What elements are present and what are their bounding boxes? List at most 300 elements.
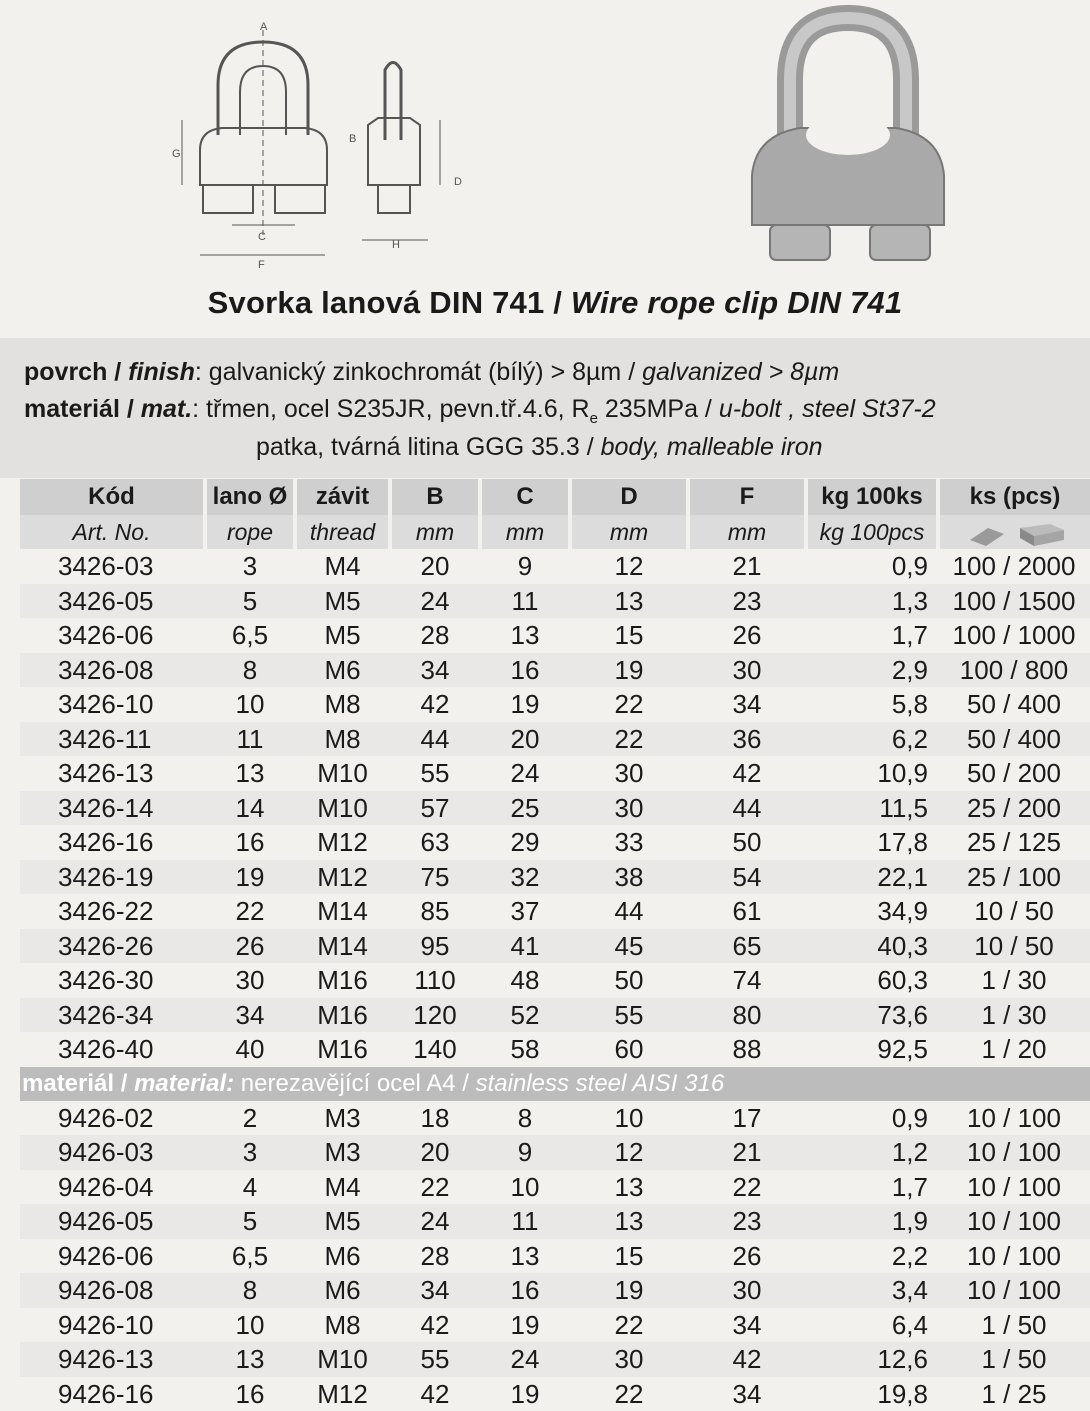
cell-b: 24 [390,1204,480,1239]
cell-thread: M12 [295,860,390,895]
table-row [20,584,1090,619]
cell-c: 32 [480,860,570,895]
technical-drawing [182,30,440,255]
material-line: materiál / mat.: třmen, ocel S235JR, pevn.tř.4.6, $R_e$ 235MPa / u-bolt , steel St37-2 [24,395,936,427]
cell-thread: M6 [295,1239,390,1274]
cell-c: 52 [480,998,570,1033]
header-en-kg: kg 100pcs [806,515,938,549]
cell-kod: 9426-13 [20,1342,205,1377]
cell-kg: 0,9 [806,1101,938,1136]
cell-rope: 4 [205,1170,295,1205]
cell-c: 11 [480,1204,570,1239]
table-row [20,1135,1090,1170]
table-row [20,1170,1090,1205]
cell-kg: 40,3 [806,929,938,964]
cell-rope: 8 [205,1273,295,1308]
cell-b: 20 [390,1135,480,1170]
cell-thread: M5 [295,618,390,653]
cell-c: 16 [480,1273,570,1308]
cell-kg: 19,8 [806,1377,938,1411]
cell-pcs: 1 / 50 [938,1342,1090,1377]
cell-pcs: 10 / 100 [938,1239,1090,1274]
header-en-b: mm [390,515,480,549]
cell-d: 33 [570,825,688,860]
cell-kod: 9426-04 [20,1170,205,1205]
cell-f: 21 [688,1135,806,1170]
cell-kod: 9426-02 [20,1101,205,1136]
cell-thread: M8 [295,722,390,757]
cell-c: 9 [480,549,570,584]
cell-f: 17 [688,1101,806,1136]
cell-rope: 11 [205,722,295,757]
cell-f: 34 [688,1377,806,1411]
cell-b: 34 [390,1273,480,1308]
title-en: Wire rope clip DIN 741 [571,285,902,320]
cell-pcs: 100 / 1500 [938,584,1090,619]
cell-b: 75 [390,860,480,895]
cell-f: 22 [688,1170,806,1205]
cell-b: 42 [390,1308,480,1343]
cell-d: 13 [570,584,688,619]
cell-d: 22 [570,722,688,757]
cell-kg: 1,3 [806,584,938,619]
cell-kg: 34,9 [806,894,938,929]
cell-f: 36 [688,722,806,757]
cell-d: 45 [570,929,688,964]
cell-kod: 3426-11 [20,722,205,757]
cell-kod: 3426-34 [20,998,205,1033]
table-body [20,549,1090,1411]
cell-b: 34 [390,653,480,688]
cell-d: 12 [570,1135,688,1170]
cell-rope: 3 [205,1135,295,1170]
cell-pcs: 1 / 50 [938,1308,1090,1343]
cell-kod: 9426-03 [20,1135,205,1170]
cell-kod: 9426-16 [20,1377,205,1411]
header-kg: kg 100ks [806,479,938,515]
header-en-d: mm [570,515,688,549]
cell-d: 13 [570,1170,688,1205]
cell-thread: M14 [295,894,390,929]
material-value-cz2: 235MPa [598,395,698,423]
cell-kg: 73,6 [806,998,938,1033]
cell-f: 61 [688,894,806,929]
cell-thread: M8 [295,1308,390,1343]
cell-kg: 60,3 [806,963,938,998]
cell-kg: 3,4 [806,1273,938,1308]
cell-f: 65 [688,929,806,964]
cell-pcs: 10 / 50 [938,894,1090,929]
cell-b: 18 [390,1101,480,1136]
table-row [20,1204,1090,1239]
cell-d: 22 [570,1308,688,1343]
material-value-sub: e [590,410,598,427]
cell-c: 19 [480,687,570,722]
cell-b: 28 [390,1239,480,1274]
dim-label-c: C [258,231,266,243]
material2-line: patka, tvárná litina GGG 35.3 / body, malleable iron [256,433,823,462]
cell-f: 42 [688,756,806,791]
package-icon [960,520,1070,546]
header-en-thread: thread [295,515,390,549]
section-label-cz: materiál [22,1070,114,1097]
cell-thread: M12 [295,1377,390,1411]
cell-pcs: 10 / 100 [938,1135,1090,1170]
cell-pcs: 1 / 30 [938,998,1090,1033]
cell-rope: 5 [205,584,295,619]
table-row [20,963,1090,998]
cell-kod: 3426-14 [20,791,205,826]
cell-pcs: 10 / 100 [938,1170,1090,1205]
cell-kod: 3426-03 [20,549,205,584]
table-row [20,1239,1090,1274]
header-b: B [390,479,480,515]
cell-kg: 2,2 [806,1239,938,1274]
cell-b: 55 [390,1342,480,1377]
cell-rope: 13 [205,1342,295,1377]
cell-b: 95 [390,929,480,964]
finish-value-cz: galvanický zinkochromát (bílý) > 8µm [209,358,621,386]
cell-kod: 3426-22 [20,894,205,929]
table-row [20,825,1090,860]
cell-pcs: 25 / 125 [938,825,1090,860]
cell-thread: M14 [295,929,390,964]
cell-d: 15 [570,1239,688,1274]
cell-rope: 14 [205,791,295,826]
title-cz: Svorka lanová DIN 741 [208,285,545,320]
cell-thread: M8 [295,687,390,722]
cell-c: 9 [480,1135,570,1170]
table-row [20,1101,1090,1136]
material2-value-en: body, malleable iron [601,433,823,461]
header-d: D [570,479,688,515]
table-row [20,1377,1090,1411]
spec-table [20,479,1090,1411]
cell-c: 37 [480,894,570,929]
table-row [20,791,1090,826]
cell-thread: M16 [295,998,390,1033]
cell-d: 13 [570,1204,688,1239]
cell-f: 30 [688,653,806,688]
cell-c: 29 [480,825,570,860]
cell-c: 11 [480,584,570,619]
cell-kod: 3426-10 [20,687,205,722]
cell-rope: 10 [205,687,295,722]
cell-c: 8 [480,1101,570,1136]
cell-kod: 3426-16 [20,825,205,860]
cell-rope: 40 [205,1032,295,1067]
cell-kod: 9426-08 [20,1273,205,1308]
cell-b: 85 [390,894,480,929]
dim-label-f: F [258,259,265,271]
cell-c: 20 [480,722,570,757]
cell-thread: M5 [295,584,390,619]
cell-c: 19 [480,1377,570,1411]
section-value-en: stainless steel AISI 316 [476,1070,725,1097]
section-label: materiál / material: nerezavějící ocel A4 / stainless steel AISI 316 [20,1067,1090,1101]
table-row [20,618,1090,653]
cell-pcs: 50 / 400 [938,722,1090,757]
cell-d: 55 [570,998,688,1033]
header-rope: lano Ø [205,479,295,515]
header-row-cz [20,479,1090,515]
cell-d: 22 [570,687,688,722]
cell-rope: 13 [205,756,295,791]
material-label-en: mat. [141,395,192,423]
cell-pcs: 1 / 20 [938,1032,1090,1067]
finish-line: povrch / finish: galvanický zinkochromát (bílý) > 8µm / galvanized > 8µm [24,358,839,387]
cell-rope: 22 [205,894,295,929]
cell-thread: M10 [295,1342,390,1377]
header-thread: závit [295,479,390,515]
cell-thread: M10 [295,791,390,826]
cell-c: 10 [480,1170,570,1205]
table-row [20,549,1090,584]
cell-pcs: 25 / 200 [938,791,1090,826]
table-row [20,653,1090,688]
cell-pcs: 10 / 50 [938,929,1090,964]
table-row [20,1032,1090,1067]
cell-c: 25 [480,791,570,826]
cell-pcs: 10 / 100 [938,1204,1090,1239]
cell-kod: 3426-13 [20,756,205,791]
cell-kg: 17,8 [806,825,938,860]
cell-f: 88 [688,1032,806,1067]
cell-c: 16 [480,653,570,688]
cell-c: 13 [480,618,570,653]
cell-d: 19 [570,653,688,688]
cell-rope: 30 [205,963,295,998]
cell-b: 44 [390,722,480,757]
cell-thread: M4 [295,549,390,584]
cell-rope: 5 [205,1204,295,1239]
cell-f: 26 [688,1239,806,1274]
cell-thread: M16 [295,1032,390,1067]
finish-value-en: galvanized > 8µm [642,358,839,386]
cell-kod: 9426-10 [20,1308,205,1343]
cell-thread: M3 [295,1135,390,1170]
header-en-c: mm [480,515,570,549]
cell-f: 23 [688,1204,806,1239]
cell-kod: 3426-19 [20,860,205,895]
cell-pcs: 50 / 200 [938,756,1090,791]
cell-c: 24 [480,1342,570,1377]
section-value-cz: nerezavějící ocel A4 [241,1070,456,1097]
cell-kod: 3426-06 [20,618,205,653]
dim-label-b: B [349,133,356,145]
cell-thread: M12 [295,825,390,860]
cell-c: 13 [480,1239,570,1274]
dim-label-a: A [260,21,268,33]
cell-kod: 9426-06 [20,1239,205,1274]
cell-b: 140 [390,1032,480,1067]
cell-rope: 16 [205,1377,295,1411]
cell-thread: M6 [295,653,390,688]
cell-d: 44 [570,894,688,929]
cell-d: 30 [570,791,688,826]
page-title [0,285,1090,321]
section-label-en: material: [134,1070,234,1097]
cell-thread: M3 [295,1101,390,1136]
finish-label-en: finish [128,358,195,386]
cell-kod: 3426-40 [20,1032,205,1067]
material-value-cz: třmen, ocel S235JR, pevn.tř.4.6, R [206,395,590,423]
cell-b: 110 [390,963,480,998]
cell-rope: 10 [205,1308,295,1343]
cell-thread: M10 [295,756,390,791]
finish-label-cz: povrch [24,358,107,386]
cell-f: 23 [688,584,806,619]
cell-kg: 6,2 [806,722,938,757]
cell-d: 12 [570,549,688,584]
cell-d: 15 [570,618,688,653]
cell-thread: M16 [295,963,390,998]
cell-pcs: 10 / 100 [938,1101,1090,1136]
cell-d: 19 [570,1273,688,1308]
table-row [20,894,1090,929]
cell-f: 74 [688,963,806,998]
cell-pcs: 10 / 100 [938,1273,1090,1308]
cell-d: 38 [570,860,688,895]
cell-pcs: 50 / 400 [938,687,1090,722]
cell-b: 20 [390,549,480,584]
dim-label-g: G [172,148,181,160]
cell-kg: 10,9 [806,756,938,791]
cell-f: 50 [688,825,806,860]
cell-rope: 16 [205,825,295,860]
cell-d: 30 [570,1342,688,1377]
header-kod: Kód [20,479,205,515]
header-f: F [688,479,806,515]
cell-pcs: 100 / 1000 [938,618,1090,653]
table-row [20,929,1090,964]
cell-kg: 12,6 [806,1342,938,1377]
cell-kod: 3426-08 [20,653,205,688]
table-row [20,998,1090,1033]
table-row [20,756,1090,791]
cell-pcs: 100 / 2000 [938,549,1090,584]
cell-b: 57 [390,791,480,826]
cell-b: 63 [390,825,480,860]
cell-f: 21 [688,549,806,584]
header-pcs: ks (pcs) [938,479,1090,515]
cell-c: 48 [480,963,570,998]
title-separator: / [544,285,570,320]
header-row-en [20,515,1090,549]
cell-kg: 5,8 [806,687,938,722]
header-en-kod: Art. No. [20,515,205,549]
cell-rope: 6,5 [205,1239,295,1274]
cell-pcs: 25 / 100 [938,860,1090,895]
cell-c: 19 [480,1308,570,1343]
header-en-f: mm [688,515,806,549]
cell-b: 42 [390,1377,480,1411]
figures-area [0,0,1090,285]
material-label-cz: materiál [24,395,120,423]
cell-kod: 3426-26 [20,929,205,964]
section-row-stainless [20,1067,1090,1101]
cell-f: 42 [688,1342,806,1377]
dim-label-h: H [392,239,400,251]
table-row [20,1342,1090,1377]
cell-b: 42 [390,687,480,722]
cell-rope: 8 [205,653,295,688]
cell-rope: 3 [205,549,295,584]
cell-d: 50 [570,963,688,998]
cell-kod: 3426-30 [20,963,205,998]
cell-pcs: 1 / 30 [938,963,1090,998]
table-row [20,1308,1090,1343]
cell-f: 26 [688,618,806,653]
cell-kg: 11,5 [806,791,938,826]
cell-d: 22 [570,1377,688,1411]
cell-kg: 6,4 [806,1308,938,1343]
cell-kod: 9426-05 [20,1204,205,1239]
material-value-en: u-bolt , steel St37-2 [719,395,936,423]
table-row [20,722,1090,757]
cell-rope: 34 [205,998,295,1033]
cell-f: 80 [688,998,806,1033]
cell-kg: 1,7 [806,1170,938,1205]
cell-rope: 19 [205,860,295,895]
cell-rope: 26 [205,929,295,964]
cell-b: 28 [390,618,480,653]
cell-pcs: 100 / 800 [938,653,1090,688]
table-row [20,860,1090,895]
cell-f: 34 [688,1308,806,1343]
cell-f: 54 [688,860,806,895]
cell-kg: 0,9 [806,549,938,584]
cell-b: 55 [390,756,480,791]
cell-f: 30 [688,1273,806,1308]
cell-kg: 92,5 [806,1032,938,1067]
cell-d: 10 [570,1101,688,1136]
cell-kg: 1,2 [806,1135,938,1170]
header-c: C [480,479,570,515]
cell-c: 24 [480,756,570,791]
cell-thread: M5 [295,1204,390,1239]
cell-kod: 3426-05 [20,584,205,619]
header-en-pcs [938,515,1090,549]
cell-thread: M6 [295,1273,390,1308]
cell-kg: 1,9 [806,1204,938,1239]
dim-label-d: D [454,176,462,188]
product-figures [0,0,1090,285]
cell-rope: 2 [205,1101,295,1136]
cell-f: 44 [688,791,806,826]
header-en-rope: rope [205,515,295,549]
material2-value-cz: patka, tvárná litina GGG 35.3 [256,433,580,461]
cell-thread: M4 [295,1170,390,1205]
cell-d: 30 [570,756,688,791]
cell-kg: 1,7 [806,618,938,653]
cell-rope: 6,5 [205,618,295,653]
cell-kg: 2,9 [806,653,938,688]
product-photo [752,18,944,260]
table-row [20,1273,1090,1308]
cell-d: 60 [570,1032,688,1067]
specs-band [0,338,1090,478]
cell-pcs: 1 / 25 [938,1377,1090,1411]
cell-c: 58 [480,1032,570,1067]
table-row [20,687,1090,722]
cell-b: 24 [390,584,480,619]
cell-b: 22 [390,1170,480,1205]
cell-kg: 22,1 [806,860,938,895]
cell-c: 41 [480,929,570,964]
cell-b: 120 [390,998,480,1033]
cell-f: 34 [688,687,806,722]
